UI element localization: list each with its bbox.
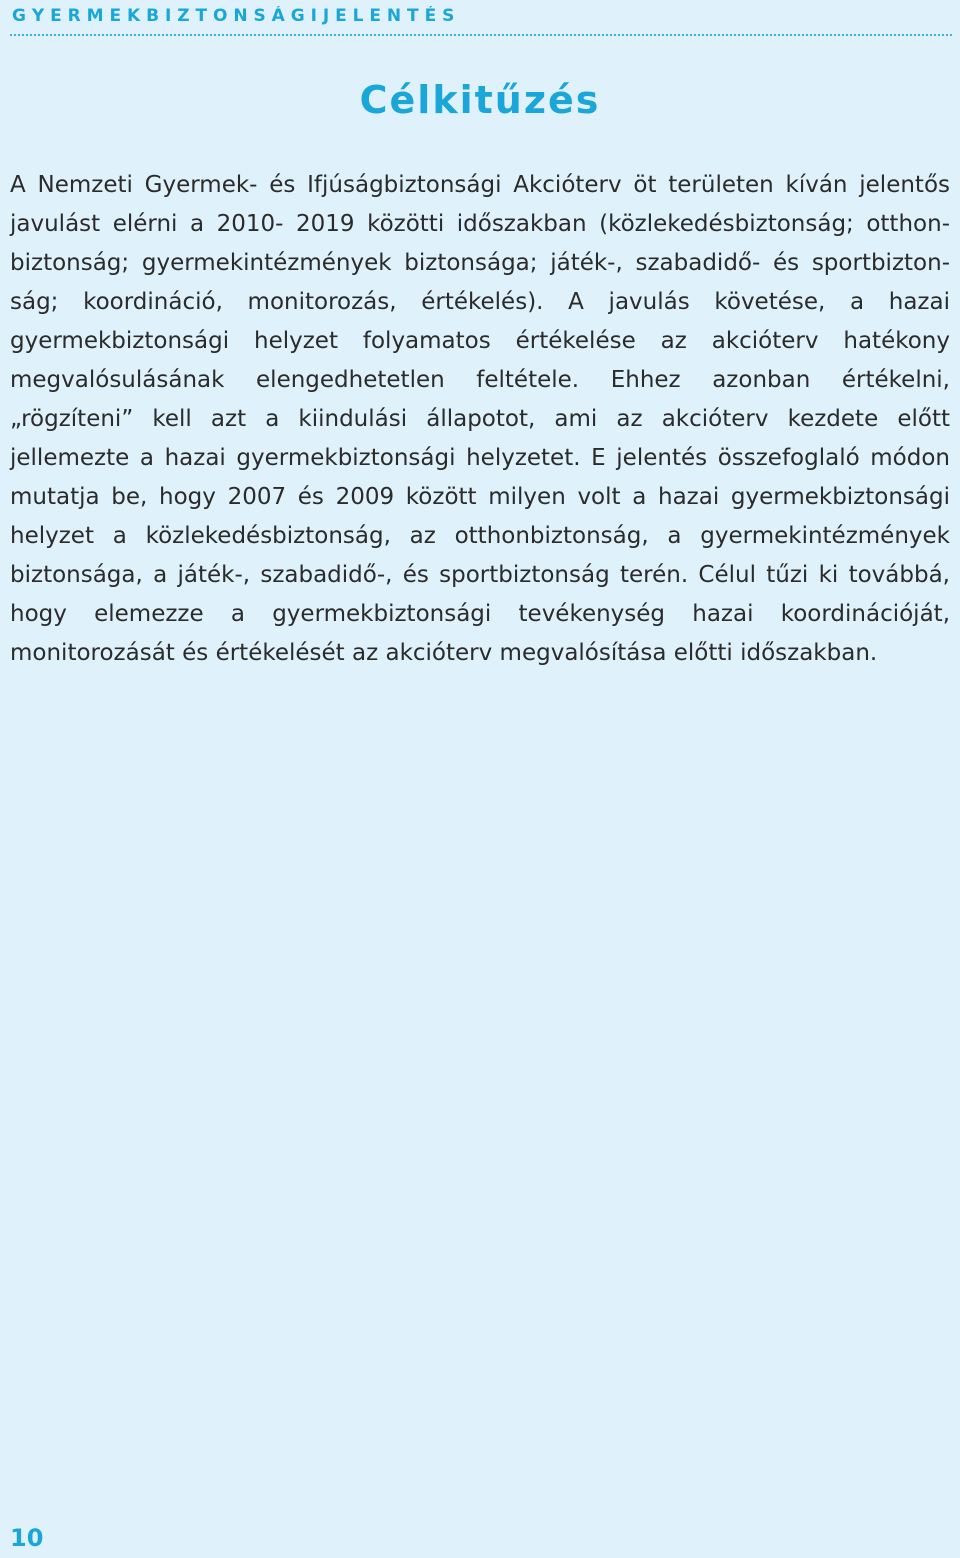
running-header-title: G Y E R M E K B I Z T O N S Á G I J E L E N T É S bbox=[12, 6, 455, 26]
page-title: Célkitűzés bbox=[359, 78, 601, 122]
body-paragraph: A Nemzeti Gyermek- és Ifjúságbiztonsági Akcióterv öt területen kíván jelentős javulást elérni a 2010- 2019 közötti időszakban (közlekedésbiztonság; otthonbiztonság; gyermekintézmények biztonsága; játék-, szabadidő- és sportbiztonság; koordináció, monitorozás, értékelés). A javulás követése, a hazai gyermekbiztonsági helyzet folyamatos értékelése az akcióterv hatékony megvalósulásának elengedhetetlen feltétele. Ehhez azonban értékelni, „rögzíteni” kell azt a kiindulási állapotot, ami az akcióterv kezdete előtt jellemezte a hazai gyermekbiztonsági helyzetet. E jelentés összefoglaló módon mutatja be, hogy 2007 és 2009 között milyen volt a hazai gyermekbiztonsági helyzet a közlekedésbiztonság, az otthonbiztonság, a gyermekintézmények biztonsága, a játék-, szabadidő-, és sportbiztonság terén. Célul tűzi ki továbbá, hogy elemezze a gyermekbiztonsági tevékenység hazai koordinációját, monitorozását és értékelését az akcióterv megvalósítása előtti időszakban. bbox=[10, 172, 950, 666]
header-dotted-rule bbox=[10, 34, 952, 36]
running-header bbox=[0, 6, 960, 36]
page-number: 10 bbox=[10, 1524, 44, 1552]
